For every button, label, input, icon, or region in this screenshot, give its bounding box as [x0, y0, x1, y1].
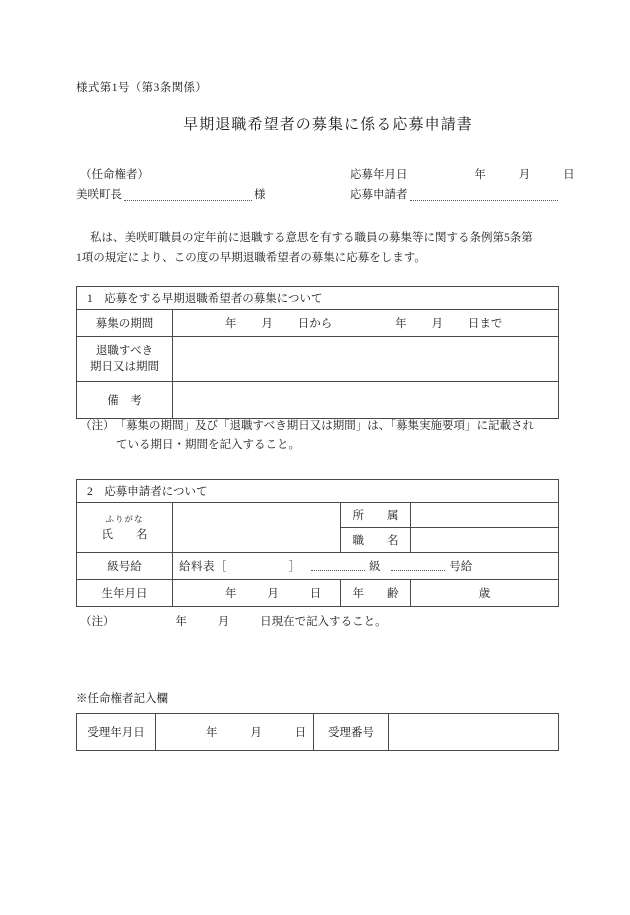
section3-label: ※任命権者記入欄	[76, 693, 168, 705]
body-line-2: 1項の規定により、この度の早期退職希望者の募集に応募をします。	[76, 252, 426, 264]
grade-dotted-line[interactable]	[311, 560, 365, 571]
grade-unit-kyu: 級	[369, 561, 381, 573]
table-row	[77, 310, 559, 337]
recruit-period-label: 募集の期間	[77, 310, 173, 337]
section2-note	[80, 613, 387, 629]
receipt-date-value[interactable]	[156, 714, 314, 751]
section2-note-label: （注）	[80, 616, 115, 628]
section1-heading: 1 応募をする早期退職希望者の募集について	[77, 287, 559, 310]
section1-note	[80, 417, 560, 455]
table-row	[77, 503, 559, 528]
retirement-date-label-line2: 期日又は期間	[90, 361, 159, 373]
table-row	[77, 714, 559, 751]
addressee-dotted-line[interactable]	[124, 189, 252, 201]
section1-table	[76, 286, 559, 419]
affiliation-value[interactable]	[411, 503, 559, 528]
affiliation-label: 所 属	[341, 503, 411, 528]
period-to-month: 月	[431, 318, 443, 330]
appointer-label: （任命権者）	[80, 169, 149, 181]
recruit-period-value[interactable]	[173, 310, 559, 337]
table-row	[77, 287, 559, 310]
position-label: 職 名	[341, 528, 411, 553]
furigana-label: ふりがな	[105, 513, 144, 524]
period-from-year: 年	[225, 318, 237, 330]
birth-year-unit: 年	[225, 588, 237, 600]
section2-heading: 2 応募申請者について	[77, 480, 559, 503]
apply-date-month-unit: 月	[518, 169, 531, 181]
remarks-label: 備 考	[77, 382, 173, 419]
section2-note-year: 年	[175, 616, 187, 628]
apply-date-label: 応募年月日	[350, 169, 408, 181]
birthdate-label: 生年月日	[77, 580, 173, 607]
apply-date-day-unit: 日	[563, 169, 575, 181]
section1-note-line2: ている期日・期間を記入すること。	[116, 439, 300, 451]
salary-grade-label: 級号給	[77, 553, 173, 580]
form-code: 様式第1号（第3条関係）	[76, 82, 208, 94]
receipt-number-value[interactable]	[389, 714, 559, 751]
section3-table	[76, 713, 559, 751]
page-title: 早期退職希望者の募集に係る応募申請書	[183, 117, 473, 133]
section2-table	[76, 479, 559, 607]
salary-table-close: ］	[288, 561, 301, 573]
body-paragraph	[76, 228, 558, 268]
period-from-day: 日から	[297, 318, 333, 330]
name-label-cell	[77, 503, 173, 553]
section1-note-line1: （注） 「募集の期間」及び「退職すべき期日又は期間」は、「募集実施要項」に記載され	[80, 420, 535, 432]
body-line-1: 私は、美咲町職員の定年前に退職する意思を有する職員の募集等に関する条例第5条第	[90, 232, 533, 244]
apply-date-year-unit: 年	[474, 169, 486, 181]
period-from-month: 月	[261, 318, 273, 330]
receipt-month-unit: 月	[250, 727, 262, 739]
section2-note-month: 月	[217, 616, 230, 628]
table-row	[77, 580, 559, 607]
addressee-line	[76, 186, 266, 202]
name-label: 氏 名	[101, 528, 148, 541]
apply-date-line	[350, 166, 575, 182]
applicant-label: 応募申請者	[350, 189, 408, 201]
salary-grade-value[interactable]	[173, 553, 559, 580]
step-dotted-line[interactable]	[391, 560, 445, 571]
birth-month-unit: 月	[267, 588, 279, 600]
addressee-name: 美咲町長	[76, 189, 122, 201]
table-row	[77, 337, 559, 382]
receipt-year-unit: 年	[206, 727, 218, 739]
period-to-year: 年	[395, 318, 407, 330]
retirement-date-value[interactable]	[173, 337, 559, 382]
table-row	[77, 553, 559, 580]
table-row	[77, 382, 559, 419]
receipt-day-unit: 日	[294, 727, 307, 739]
birth-day-unit: 日	[309, 588, 322, 600]
salary-table-label: 給料表［	[179, 561, 227, 573]
receipt-number-label: 受理番号	[314, 714, 389, 751]
applicant-line	[350, 186, 558, 202]
grade-unit-gokyu: 号給	[449, 561, 473, 573]
receipt-date-label: 受理年月日	[77, 714, 156, 751]
addressee-honorific: 様	[254, 189, 266, 201]
birthdate-value[interactable]	[173, 580, 341, 607]
position-value[interactable]	[411, 528, 559, 553]
retirement-date-label	[77, 337, 173, 382]
applicant-dotted-line[interactable]	[410, 189, 558, 201]
age-label: 年 齢	[341, 580, 411, 607]
remarks-value[interactable]	[173, 382, 559, 419]
section2-note-rest: 日現在で記入すること。	[260, 616, 387, 628]
retirement-date-label-line1: 退職すべき	[95, 345, 154, 357]
period-to-day: 日まで	[467, 318, 503, 330]
age-value[interactable]: 歳	[411, 580, 559, 607]
table-row	[77, 480, 559, 503]
name-value[interactable]	[173, 503, 341, 553]
